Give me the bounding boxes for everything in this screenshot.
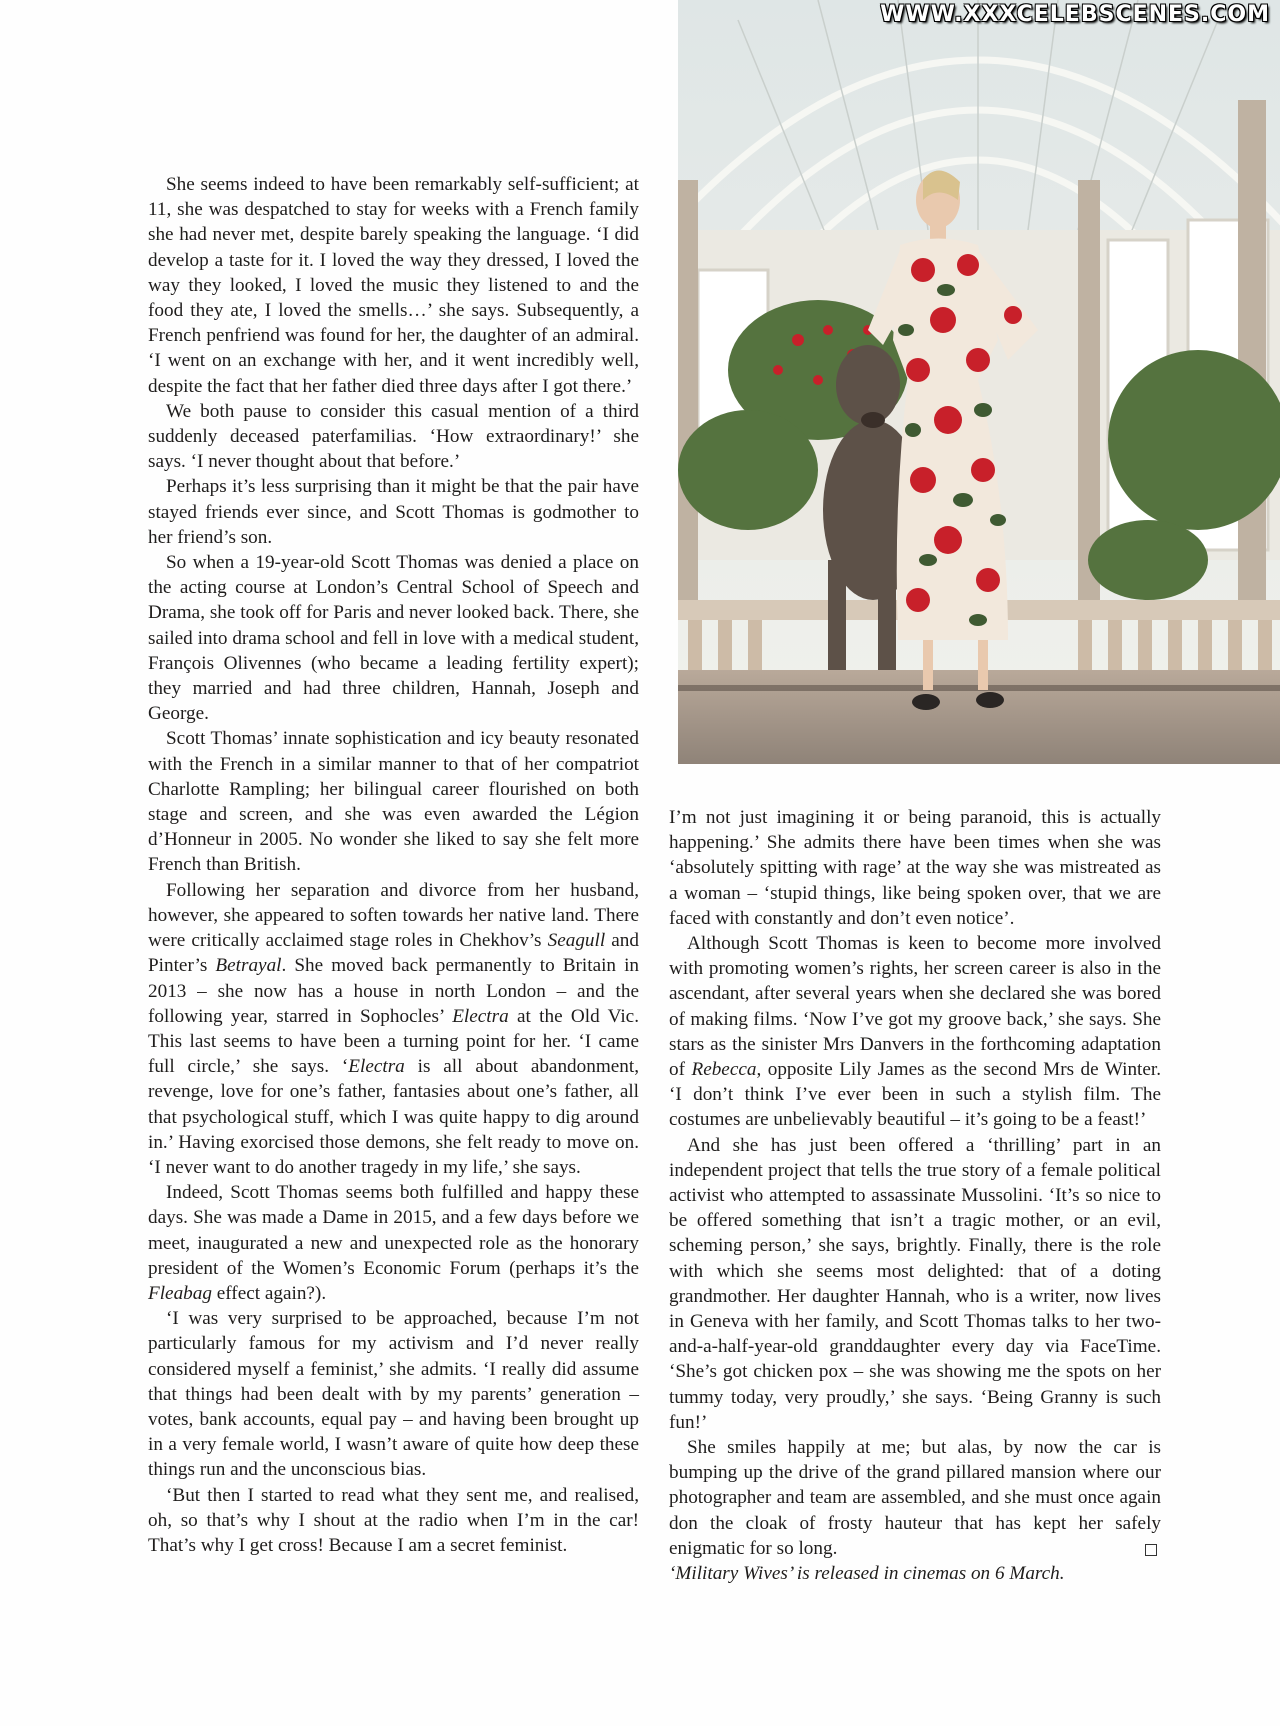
text-run: at the Old Vic. This last seems to have been a turning point for her. ‘I came full circle,’ she says. ‘: [148, 1005, 639, 1078]
text-run: She smiles happily at me; but alas, by now the car is bumping up the drive of the grand pillared mansion where our photographer and team are assembled, and she must once again don the cloak of frosty hauteur that has kept her safely enigmatic for so long.: [669, 1437, 1161, 1559]
paragraph: Perhaps it’s less surprising than it might be that the pair have stayed friends ever since, and Scott Thomas is godmother to her friend’s son.: [148, 476, 639, 548]
paragraph: ‘I was very surprised to be approached, because I’m not particularly famous for my activism and I’d never really considered myself a feminist,’ she admits. ‘I really did assume that things had been dealt with by my parents’ generation – votes, bank accounts, equal pay – and having been brought up in a very female world, I wasn’t aware of quite how deep these things run and the unconscious bias.: [148, 1308, 639, 1481]
paragraph: [669, 1435, 1161, 1561]
paragraph: [669, 931, 1161, 1133]
title-seagull: Seagull: [547, 930, 606, 952]
text-run: Following her separation and divorce from her husband, however, she appeared to soften towards her native land. There were critically acclaimed stage roles in Chekhov’s: [148, 879, 639, 952]
photo-portrait-conservatory-icon: [678, 0, 1280, 764]
paragraph: She seems indeed to have been remarkably self-sufficient; at 11, she was despatched to stay for weeks with a French family she had never met, despite barely speaking the language. ‘I did develop a taste for it. I loved the way they dressed, I loved the way they looked, I loved the music they listened to and the food they ate, I loved the smells…’ she says. Subsequently, a French penfriend was found for her, the daughter of an admiral. ‘I went on an exchange with her, and it went incredibly well, despite the fact that her father died three days after I got there.’: [148, 174, 639, 397]
text-run: Indeed, Scott Thomas seems both fulfilled and happy these days. She was made a Dame in 2015, and a few days before we meet, inaugurated a new and unexpected role as the honorary president of the Women’s Economic Forum (perhaps it’s the: [148, 1182, 639, 1279]
paragraph: Scott Thomas’ innate sophistication and icy beauty resonated with the French in a similar manner to that of her compatriot Charlotte Rampling; her bilingual career flourished on both stage and screen, and she was even awarded the Légion d’Honneur in 2005. No wonder she liked to say she felt more French than British.: [148, 728, 639, 876]
portrait-photo: [678, 0, 1280, 764]
paragraph: [148, 1180, 639, 1306]
paragraph: So when a 19-year-old Scott Thomas was denied a place on the acting course at London’s Central School of Speech and Drama, she took off for Paris and never looked back. There, she sailed into drama school and fell in love with a medical student, François Olivennes (who became a leading fertility expert); they married and had three children, Hannah, Joseph and George.: [148, 552, 639, 725]
title-betrayal: Betrayal: [215, 955, 282, 977]
release-credit: ‘Military Wives’ is released in cinemas on 6 March.: [669, 1563, 1065, 1585]
title-electra: Electra: [348, 1056, 405, 1078]
title-fleabag: Fleabag: [148, 1282, 212, 1304]
text-run: effect again?).: [211, 1282, 327, 1304]
article-column-left: [148, 172, 639, 1558]
paragraph: And she has just been offered a ‘thrilling’ part in an independent project that tells the true story of a female political activist who attempted to assassinate Mussolini. ‘It’s so nice to be offered something that isn’t a tragic mother, or an evil, scheming person,’ she says, brightly. Finally, there is the role with which she seems most delighted: that of a doting grandmother. Her daughter Hannah, who is a writer, now lives in Geneva with her family, and Scott Thomas talks to her two-and-a-half-year-old granddaughter every day via FaceTime. ‘She’s got chicken pox – she was showing me the spots on her tummy today, very proudly,’ she says. ‘Being Granny is such fun!’: [669, 1134, 1161, 1433]
title-rebecca: Rebecca: [691, 1059, 757, 1081]
end-mark-icon: [1145, 1544, 1157, 1556]
paragraph: We both pause to consider this casual mention of a third suddenly deceased paterfamilias. ‘How extraordinary!’ she says. ‘I never thought about that before.’: [148, 400, 639, 473]
text-run: is all about abandonment, revenge, love for one’s father, fantasies about one’s father, all that psychological stuff, which I was quite happy to dig around in.’ Having exorcised those demons, she felt ready to move on. ‘I never want to do another tragedy in my life,’ she says.: [148, 1056, 639, 1178]
paragraph: I’m not just imagining it or being paranoid, this is actually happening.’ She admits there have been times when she was ‘absolutely spitting with rage’ at the way she was mistreated as a woman – ‘stupid things, like being spoken over, that we are faced with constantly and don’t even notice’.: [669, 807, 1161, 929]
paragraph: [148, 878, 639, 1180]
text-run: Although Scott Thomas is keen to become more involved with promoting women’s rights, her screen career is also in the ascendant, after several years when she declared she was bored of making films. ‘Now I’ve got my groove back,’ she says. She stars as the sinister Mrs Danvers in the forthcoming adaptation of: [669, 933, 1161, 1081]
paragraph: ‘But then I started to read what they sent me, and realised, oh, so that’s why I shout at the radio when I’m in the car! That’s why I get cross! Because I am a secret feminist.: [148, 1484, 639, 1556]
site-watermark: WWW.XXXCELEBSCENES.COM: [880, 2, 1270, 27]
text-run: and Pinter’s: [148, 930, 639, 977]
text-run: . She moved back permanently to Britain in 2013 – she now has a house in north London – and the following year, starred in Sophocles’: [148, 955, 640, 1027]
article-column-right: [669, 805, 1161, 1586]
text-run: , opposite Lily James as the second Mrs de Winter. ‘I don’t think I’ve ever been in such a stylish film. The costumes are unbelievably beautiful – it’s going to be a feast!’: [669, 1059, 1162, 1131]
title-electra: Electra: [452, 1005, 509, 1027]
